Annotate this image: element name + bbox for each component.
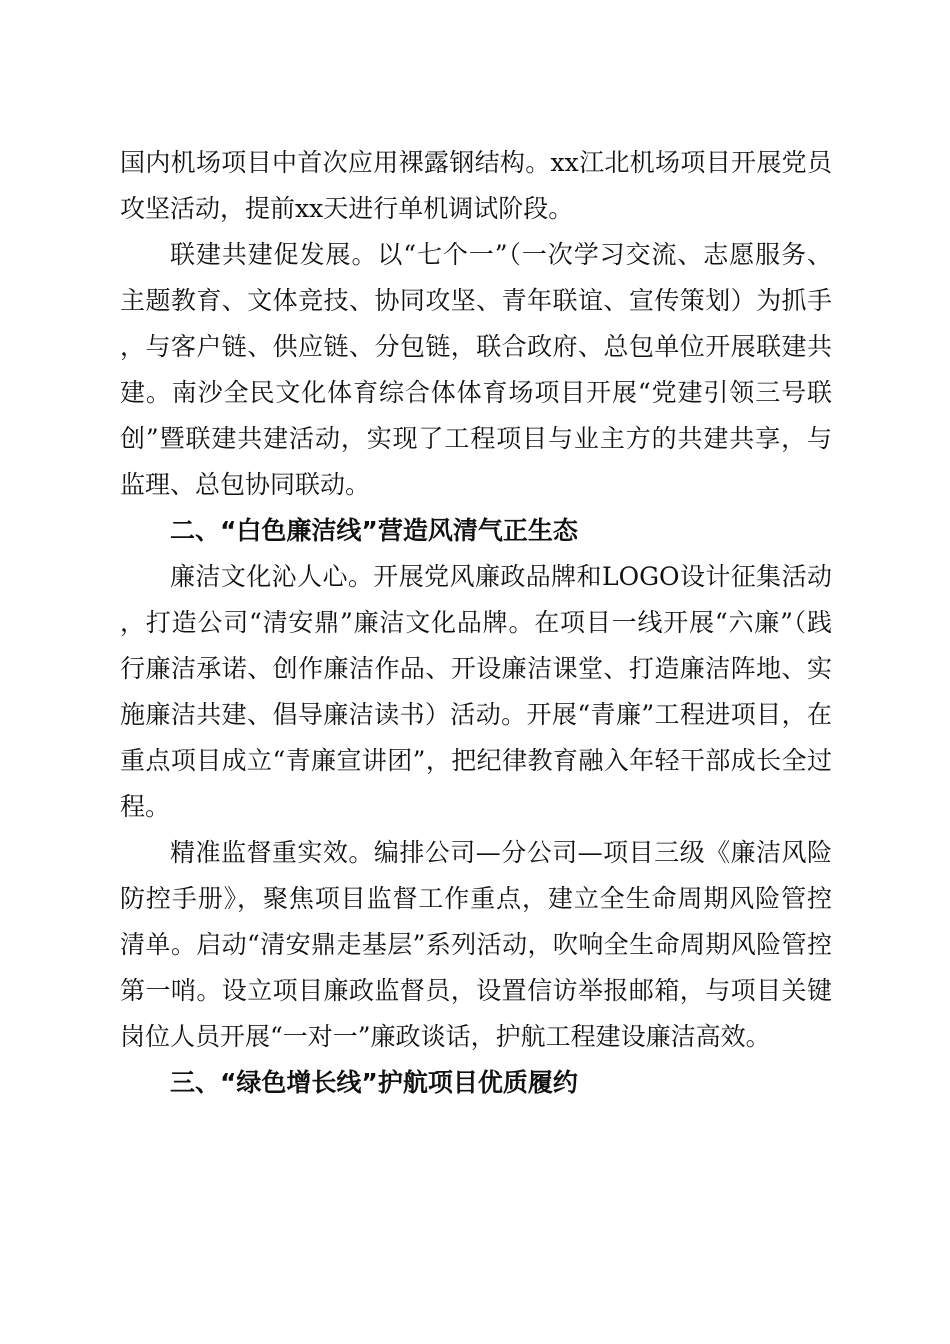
document-body [120, 140, 832, 1106]
paragraph-precise-supervision: 精准监督重实效。编排公司—分公司—项目三级《廉洁风险防控手册》，聚焦项目监督工作重点，建立全生命周期风险管控清单。启动“清安鼎走基层”系列活动，吹响全生命周期风险管控第一哨。设立项目廉政监督员，设置信访举报邮箱，与项目关键岗位人员开展“一对一”廉政谈话，护航工程建设廉洁高效。 [120, 838, 832, 1051]
paragraph-integrity-culture: 廉洁文化沁人心。开展党风廉政品牌和LOGO设计征集活动，打造公司“清安鼎”廉洁文化品牌。在项目一线开展“六廉”（践行廉洁承诺、创作廉洁作品、开设廉洁课堂、打造廉洁阵地、实施廉洁共建、倡导廉洁读书）活动。开展“青廉”工程进项目，在重点项目成立“青廉宣讲团”，把纪律教育融入年轻干部成长全过程。 [120, 562, 832, 821]
paragraph-continuation: 国内机场项目中首次应用裸露钢结构。xx江北机场项目开展党员攻坚活动，提前xx天进行单机调试阶段。 [120, 148, 832, 223]
section-heading-two: 二、“白色廉洁线”营造风清气正生态 [170, 516, 578, 545]
paragraph-joint-construction: 联建共建促发展。以“七个一”（一次学习交流、志愿服务、主题教育、文体竞技、协同攻坚、青年联谊、宣传策划）为抓手，与客户链、供应链、分包链，联合政府、总包单位开展联建共建。南沙全民文化体育综合体体育场项目开展“党建引领三号联创”暨联建共建活动，实现了工程项目与业主方的共建共享，与监理、总包协同联动。 [120, 240, 832, 499]
section-heading-three: 三、“绿色增长线”护航项目优质履约 [170, 1068, 578, 1097]
